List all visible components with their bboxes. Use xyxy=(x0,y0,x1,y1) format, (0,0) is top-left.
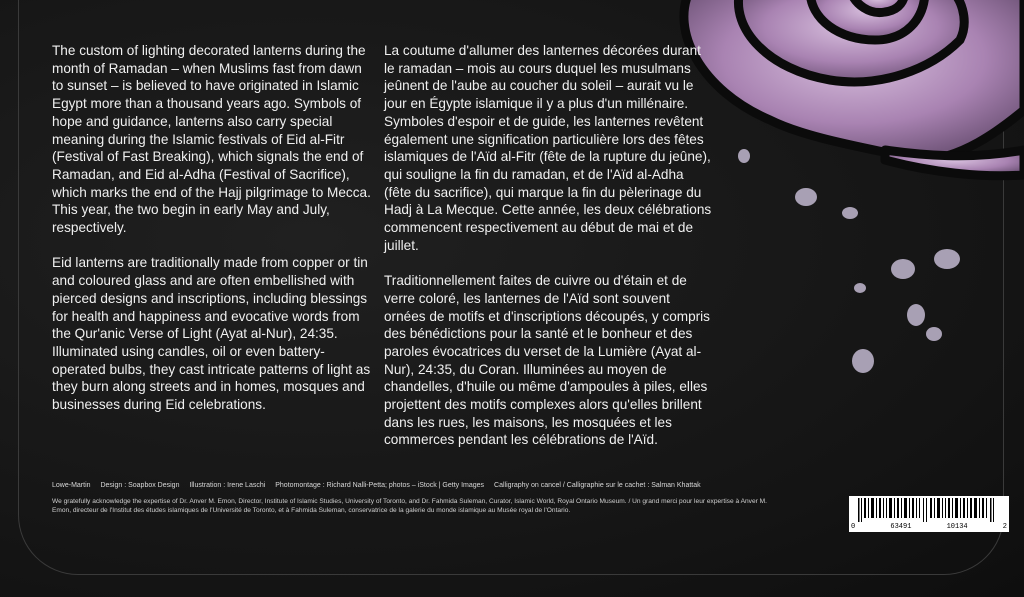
credits-line xyxy=(52,481,832,490)
english-text-column xyxy=(52,42,372,431)
barcode-left-digits: 63491 xyxy=(890,523,912,531)
rose-petals xyxy=(684,0,1024,176)
drop-9 xyxy=(852,349,874,373)
credit-photomontage: Photomontage : Richard Nalli-Petta; photos – iStock | Getty Images xyxy=(275,482,485,489)
drop-5 xyxy=(934,249,960,269)
barcode-right-digits: 10134 xyxy=(946,523,968,531)
drop-4 xyxy=(891,259,915,279)
barcode-check-digit: 2 xyxy=(1002,523,1007,531)
barcode-bars xyxy=(852,498,1006,522)
drop-2 xyxy=(795,188,817,206)
credit-calligraphy: Calligraphy on cancel / Calligraphie sur le cachet : Salman Khattak xyxy=(494,482,701,489)
french-paragraph-2: Traditionnellement faites de cuivre ou d'étain et de verre coloré, les lanternes de l'Aïd sont souvent ornées de motifs et d'inscriptions découpés, y compris des bénédictions pour la santé et le bonheur et des paroles évocatrices du verset de la Lumière (Ayat al-Nur), 24:35, du Coran. Illuminées au moyen de chandelles, d'huile ou même d'ampoules à piles, elles projettent des motifs complexes alors qu'elles brillent dans les rues, les maisons, les mosquées et les commerces pendant les célébrations de l'Aïd. xyxy=(384,273,710,448)
credit-illustration: Illustration : Irene Laschi xyxy=(189,482,266,489)
acknowledgement-text: We gratefully acknowledge the expertise of Dr. Anver M. Emon, Director, Institute of Islamic Studies, University of Toronto, and Dr. Fahmida Suleman, Curator, Islamic World, Royal Ontario Museum. / Un grand merci pour leur expertise à Anver M. Emon, directeur de l'Institut des études islamiques de l'Université de Toronto, et à Fahmida Suleman, conservatrice de la galerie du monde islamique au Musée royal de l'Ontario. xyxy=(52,498,767,514)
water-drops xyxy=(738,149,960,373)
drop-8 xyxy=(926,327,942,341)
credit-design: Design : Soapbox Design xyxy=(100,482,180,489)
english-paragraph-1: The custom of lighting decorated lanterns during the month of Ramadan – when Muslims fast from dawn to sunset – is believed to have originated in Islamic Egypt more than a thousand years ago. Symbols of hope and guidance, lanterns also carry special meaning during the Islamic festivals of Eid al-Fitr (Festival of Fast Breaking), which signals the end of Ramadan, and Eid al-Adha (Festival of Sacrifice), which marks the end of the Hajj pilgrimage to Mecca. This year, the two begin in early May and July, respectively. xyxy=(52,43,371,236)
drop-1 xyxy=(738,149,750,163)
french-text-column xyxy=(384,42,714,467)
rose-illustration xyxy=(660,0,1024,470)
credit-printer: Lowe-Martin xyxy=(52,482,91,489)
english-paragraph-2: Eid lanterns are traditionally made from copper or tin and coloured glass and are often embellished with pierced designs and inscriptions, including blessings for health and happiness and evocative words from the Qur'anic Verse of Light (Ayat al-Nur), 24:35. Illuminated using candles, oil or even battery-operated bulbs, they cast intricate patterns of light as they burn along streets and in homes, mosques and businesses during Eid celebrations. xyxy=(52,255,371,413)
upc-barcode xyxy=(849,496,1009,532)
french-paragraph-1: La coutume d'allumer des lanternes décorées durant le ramadan – mois au cours duquel les musulmans jeûnent de l'aube au coucher du soleil – aurait vu le jour en Égypte islamique il y a plus d'un millénaire. Symboles d'espoir et de guide, les lanternes revêtent également une signification particulière lors des fêtes islamiques de l'Aïd al-Fitr (fête de la rupture du jeûne), qui souligne la fin du ramadan, et de l'Aïd al-Adha (fête du sacrifice), qui marque la fin du pèlerinage du Hadj à La Mecque. Cette année, les deux célébrations commencent respectivement au début de mai et de juillet. xyxy=(384,43,712,253)
drop-3 xyxy=(842,207,858,219)
drop-7 xyxy=(907,304,925,326)
barcode-digits xyxy=(849,523,1009,531)
drop-6 xyxy=(854,283,866,293)
lower-petal xyxy=(885,150,1024,176)
barcode-lead-digit: 0 xyxy=(851,523,856,531)
